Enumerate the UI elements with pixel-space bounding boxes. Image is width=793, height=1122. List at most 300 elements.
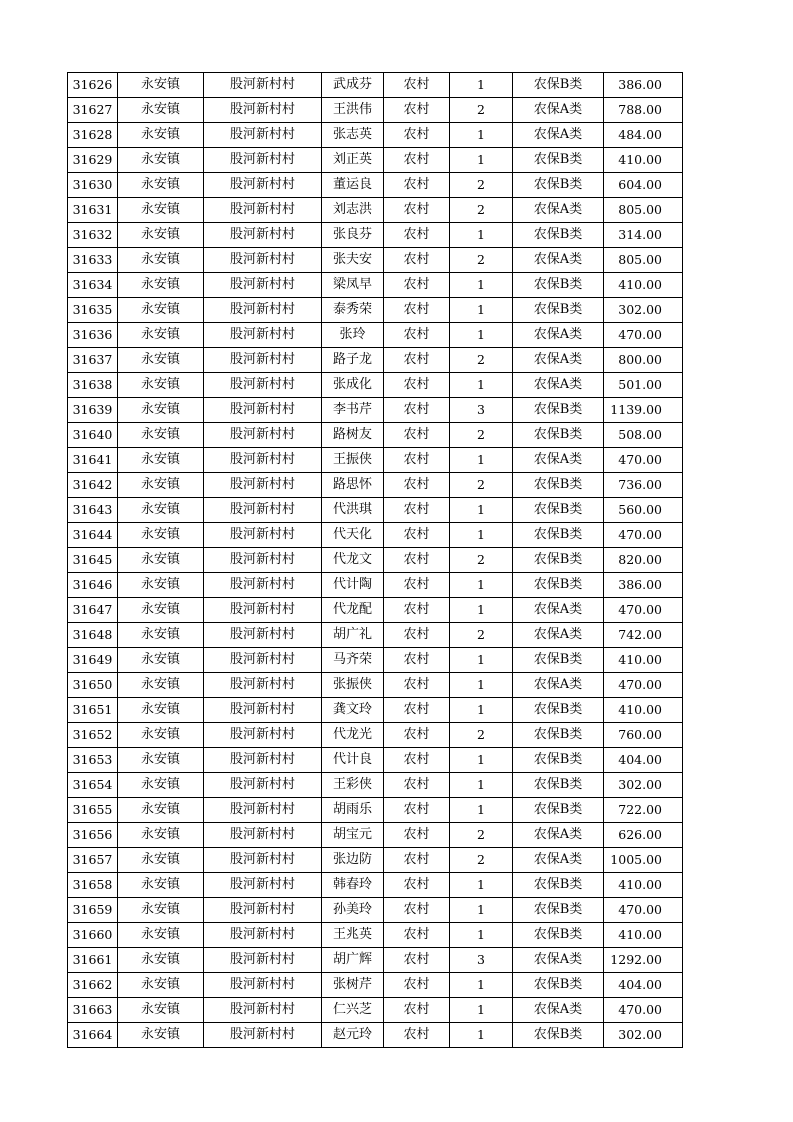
table-row [68, 298, 683, 323]
table-row [68, 198, 683, 223]
cell-category: 农保A类 [513, 623, 604, 648]
cell-area: 农村 [384, 198, 450, 223]
cell-id: 31645 [68, 548, 118, 573]
cell-id: 31662 [68, 973, 118, 998]
cell-amount: 722.00 [604, 798, 683, 823]
cell-town: 永安镇 [118, 948, 204, 973]
cell-village: 股河新村村 [204, 98, 322, 123]
cell-village: 股河新村村 [204, 973, 322, 998]
cell-area: 农村 [384, 498, 450, 523]
cell-amount: 1292.00 [604, 948, 683, 973]
table-row [68, 98, 683, 123]
cell-town: 永安镇 [118, 123, 204, 148]
cell-town: 永安镇 [118, 723, 204, 748]
cell-count: 3 [450, 398, 513, 423]
cell-count: 1 [450, 73, 513, 98]
cell-name: 仁兴芝 [322, 998, 384, 1023]
table-row [68, 923, 683, 948]
cell-town: 永安镇 [118, 273, 204, 298]
cell-area: 农村 [384, 798, 450, 823]
cell-amount: 314.00 [604, 223, 683, 248]
cell-amount: 410.00 [604, 648, 683, 673]
table-row [68, 423, 683, 448]
cell-id: 31636 [68, 323, 118, 348]
cell-name: 路树友 [322, 423, 384, 448]
cell-area: 农村 [384, 998, 450, 1023]
cell-name: 王彩侠 [322, 773, 384, 798]
cell-category: 农保B类 [513, 698, 604, 723]
table-row [68, 548, 683, 573]
cell-category: 农保B类 [513, 148, 604, 173]
cell-count: 1 [450, 223, 513, 248]
cell-name: 张志英 [322, 123, 384, 148]
cell-amount: 470.00 [604, 598, 683, 623]
cell-amount: 788.00 [604, 98, 683, 123]
cell-village: 股河新村村 [204, 398, 322, 423]
cell-area: 农村 [384, 98, 450, 123]
cell-id: 31647 [68, 598, 118, 623]
cell-category: 农保B类 [513, 523, 604, 548]
cell-amount: 410.00 [604, 923, 683, 948]
cell-category: 农保B类 [513, 498, 604, 523]
cell-amount: 820.00 [604, 548, 683, 573]
cell-town: 永安镇 [118, 748, 204, 773]
cell-name: 胡广礼 [322, 623, 384, 648]
cell-amount: 404.00 [604, 748, 683, 773]
cell-area: 农村 [384, 423, 450, 448]
cell-area: 农村 [384, 248, 450, 273]
table-row [68, 123, 683, 148]
cell-area: 农村 [384, 898, 450, 923]
table-row [68, 723, 683, 748]
cell-id: 31661 [68, 948, 118, 973]
cell-count: 1 [450, 648, 513, 673]
cell-count: 1 [450, 898, 513, 923]
cell-town: 永安镇 [118, 998, 204, 1023]
cell-area: 农村 [384, 398, 450, 423]
cell-count: 2 [450, 473, 513, 498]
cell-area: 农村 [384, 873, 450, 898]
table-row [68, 473, 683, 498]
cell-count: 2 [450, 623, 513, 648]
cell-category: 农保B类 [513, 723, 604, 748]
cell-area: 农村 [384, 348, 450, 373]
cell-village: 股河新村村 [204, 498, 322, 523]
cell-area: 农村 [384, 923, 450, 948]
cell-name: 张边防 [322, 848, 384, 873]
cell-count: 1 [450, 1023, 513, 1048]
cell-amount: 800.00 [604, 348, 683, 373]
cell-village: 股河新村村 [204, 148, 322, 173]
cell-count: 1 [450, 323, 513, 348]
cell-id: 31627 [68, 98, 118, 123]
cell-area: 农村 [384, 973, 450, 998]
cell-count: 1 [450, 698, 513, 723]
cell-name: 代龙光 [322, 723, 384, 748]
table-row [68, 648, 683, 673]
cell-area: 农村 [384, 223, 450, 248]
table-row [68, 398, 683, 423]
cell-area: 农村 [384, 748, 450, 773]
cell-amount: 760.00 [604, 723, 683, 748]
cell-area: 农村 [384, 598, 450, 623]
cell-name: 泰秀荣 [322, 298, 384, 323]
table-row [68, 823, 683, 848]
cell-town: 永安镇 [118, 898, 204, 923]
cell-id: 31659 [68, 898, 118, 923]
cell-count: 2 [450, 248, 513, 273]
table-row [68, 1023, 683, 1048]
cell-amount: 626.00 [604, 823, 683, 848]
cell-name: 代计良 [322, 748, 384, 773]
cell-area: 农村 [384, 948, 450, 973]
table-row [68, 148, 683, 173]
cell-id: 31640 [68, 423, 118, 448]
cell-name: 赵元玲 [322, 1023, 384, 1048]
cell-name: 代龙文 [322, 548, 384, 573]
table-row [68, 348, 683, 373]
cell-name: 武成芬 [322, 73, 384, 98]
cell-village: 股河新村村 [204, 673, 322, 698]
cell-area: 农村 [384, 448, 450, 473]
cell-town: 永安镇 [118, 623, 204, 648]
cell-village: 股河新村村 [204, 173, 322, 198]
cell-town: 永安镇 [118, 423, 204, 448]
cell-amount: 742.00 [604, 623, 683, 648]
cell-amount: 410.00 [604, 273, 683, 298]
cell-town: 永安镇 [118, 698, 204, 723]
cell-village: 股河新村村 [204, 723, 322, 748]
cell-name: 胡宝元 [322, 823, 384, 848]
cell-count: 1 [450, 498, 513, 523]
cell-count: 1 [450, 148, 513, 173]
cell-village: 股河新村村 [204, 998, 322, 1023]
cell-category: 农保B类 [513, 873, 604, 898]
cell-count: 2 [450, 198, 513, 223]
cell-name: 代计陶 [322, 573, 384, 598]
cell-town: 永安镇 [118, 248, 204, 273]
cell-category: 农保A类 [513, 123, 604, 148]
cell-village: 股河新村村 [204, 773, 322, 798]
cell-amount: 501.00 [604, 373, 683, 398]
cell-name: 代洪琪 [322, 498, 384, 523]
cell-category: 农保A类 [513, 248, 604, 273]
cell-name: 刘正英 [322, 148, 384, 173]
cell-village: 股河新村村 [204, 798, 322, 823]
cell-category: 农保A类 [513, 323, 604, 348]
cell-amount: 470.00 [604, 998, 683, 1023]
cell-amount: 410.00 [604, 148, 683, 173]
cell-area: 农村 [384, 298, 450, 323]
cell-amount: 404.00 [604, 973, 683, 998]
cell-area: 农村 [384, 723, 450, 748]
cell-category: 农保B类 [513, 173, 604, 198]
cell-id: 31629 [68, 148, 118, 173]
cell-id: 31646 [68, 573, 118, 598]
table-row [68, 948, 683, 973]
cell-category: 农保A类 [513, 373, 604, 398]
cell-amount: 470.00 [604, 523, 683, 548]
cell-name: 张夫安 [322, 248, 384, 273]
cell-town: 永安镇 [118, 473, 204, 498]
cell-village: 股河新村村 [204, 473, 322, 498]
cell-name: 代龙配 [322, 598, 384, 623]
cell-town: 永安镇 [118, 973, 204, 998]
cell-count: 1 [450, 373, 513, 398]
cell-town: 永安镇 [118, 523, 204, 548]
cell-category: 农保B类 [513, 273, 604, 298]
cell-name: 路思怀 [322, 473, 384, 498]
table-row [68, 973, 683, 998]
cell-name: 张玲 [322, 323, 384, 348]
cell-area: 农村 [384, 148, 450, 173]
cell-category: 农保B类 [513, 573, 604, 598]
cell-category: 农保B类 [513, 223, 604, 248]
cell-count: 1 [450, 923, 513, 948]
cell-category: 农保B类 [513, 473, 604, 498]
cell-count: 1 [450, 998, 513, 1023]
cell-town: 永安镇 [118, 298, 204, 323]
cell-count: 3 [450, 948, 513, 973]
cell-village: 股河新村村 [204, 523, 322, 548]
cell-name: 张振侠 [322, 673, 384, 698]
cell-village: 股河新村村 [204, 423, 322, 448]
cell-name: 李书芹 [322, 398, 384, 423]
cell-category: 农保B类 [513, 923, 604, 948]
cell-count: 1 [450, 673, 513, 698]
cell-village: 股河新村村 [204, 73, 322, 98]
cell-category: 农保B类 [513, 773, 604, 798]
cell-amount: 386.00 [604, 73, 683, 98]
cell-id: 31660 [68, 923, 118, 948]
cell-count: 1 [450, 748, 513, 773]
table-row [68, 73, 683, 98]
cell-id: 31649 [68, 648, 118, 673]
cell-name: 张成化 [322, 373, 384, 398]
cell-village: 股河新村村 [204, 848, 322, 873]
cell-category: 农保A类 [513, 948, 604, 973]
cell-village: 股河新村村 [204, 823, 322, 848]
cell-area: 农村 [384, 648, 450, 673]
cell-amount: 805.00 [604, 248, 683, 273]
cell-area: 农村 [384, 823, 450, 848]
table-row [68, 873, 683, 898]
cell-village: 股河新村村 [204, 348, 322, 373]
cell-village: 股河新村村 [204, 873, 322, 898]
cell-village: 股河新村村 [204, 123, 322, 148]
cell-amount: 410.00 [604, 698, 683, 723]
cell-area: 农村 [384, 573, 450, 598]
cell-count: 1 [450, 298, 513, 323]
cell-village: 股河新村村 [204, 373, 322, 398]
cell-name: 孙美玲 [322, 898, 384, 923]
cell-village: 股河新村村 [204, 448, 322, 473]
table-row [68, 248, 683, 273]
cell-category: 农保B类 [513, 423, 604, 448]
cell-area: 农村 [384, 373, 450, 398]
cell-name: 马齐荣 [322, 648, 384, 673]
cell-amount: 1005.00 [604, 848, 683, 873]
cell-count: 2 [450, 98, 513, 123]
cell-category: 农保A类 [513, 198, 604, 223]
cell-village: 股河新村村 [204, 323, 322, 348]
cell-area: 农村 [384, 623, 450, 648]
cell-count: 2 [450, 823, 513, 848]
cell-village: 股河新村村 [204, 573, 322, 598]
table-row [68, 498, 683, 523]
table-row [68, 698, 683, 723]
cell-count: 2 [450, 848, 513, 873]
cell-village: 股河新村村 [204, 548, 322, 573]
beneficiary-table [67, 72, 683, 1048]
cell-area: 农村 [384, 323, 450, 348]
cell-category: 农保A类 [513, 673, 604, 698]
cell-category: 农保A类 [513, 998, 604, 1023]
cell-id: 31639 [68, 398, 118, 423]
table-body [68, 73, 683, 1048]
cell-count: 2 [450, 548, 513, 573]
cell-name: 梁凤早 [322, 273, 384, 298]
cell-village: 股河新村村 [204, 1023, 322, 1048]
table-row [68, 798, 683, 823]
cell-area: 农村 [384, 673, 450, 698]
cell-area: 农村 [384, 123, 450, 148]
cell-name: 王振侠 [322, 448, 384, 473]
cell-id: 31630 [68, 173, 118, 198]
cell-id: 31637 [68, 348, 118, 373]
cell-area: 农村 [384, 473, 450, 498]
cell-count: 1 [450, 448, 513, 473]
cell-town: 永安镇 [118, 198, 204, 223]
cell-id: 31626 [68, 73, 118, 98]
cell-id: 31632 [68, 223, 118, 248]
table-row [68, 523, 683, 548]
cell-village: 股河新村村 [204, 648, 322, 673]
cell-id: 31644 [68, 523, 118, 548]
cell-town: 永安镇 [118, 173, 204, 198]
cell-area: 农村 [384, 173, 450, 198]
table-row [68, 623, 683, 648]
cell-name: 胡广辉 [322, 948, 384, 973]
cell-id: 31648 [68, 623, 118, 648]
cell-amount: 302.00 [604, 1023, 683, 1048]
cell-village: 股河新村村 [204, 598, 322, 623]
table-row [68, 748, 683, 773]
table-row [68, 673, 683, 698]
cell-amount: 484.00 [604, 123, 683, 148]
cell-id: 31641 [68, 448, 118, 473]
cell-amount: 736.00 [604, 473, 683, 498]
cell-amount: 560.00 [604, 498, 683, 523]
cell-village: 股河新村村 [204, 273, 322, 298]
cell-category: 农保B类 [513, 648, 604, 673]
cell-category: 农保B类 [513, 748, 604, 773]
cell-area: 农村 [384, 273, 450, 298]
cell-count: 2 [450, 723, 513, 748]
table-row [68, 998, 683, 1023]
cell-village: 股河新村村 [204, 698, 322, 723]
table-row [68, 323, 683, 348]
cell-name: 龚文玲 [322, 698, 384, 723]
cell-category: 农保B类 [513, 798, 604, 823]
cell-count: 1 [450, 523, 513, 548]
cell-count: 2 [450, 423, 513, 448]
cell-area: 农村 [384, 1023, 450, 1048]
cell-town: 永安镇 [118, 823, 204, 848]
cell-amount: 302.00 [604, 298, 683, 323]
cell-town: 永安镇 [118, 773, 204, 798]
cell-town: 永安镇 [118, 98, 204, 123]
cell-count: 2 [450, 173, 513, 198]
cell-town: 永安镇 [118, 373, 204, 398]
cell-category: 农保B类 [513, 398, 604, 423]
table-row [68, 373, 683, 398]
cell-category: 农保B类 [513, 298, 604, 323]
cell-id: 31654 [68, 773, 118, 798]
cell-id: 31631 [68, 198, 118, 223]
cell-amount: 410.00 [604, 873, 683, 898]
cell-amount: 302.00 [604, 773, 683, 798]
cell-id: 31643 [68, 498, 118, 523]
cell-village: 股河新村村 [204, 748, 322, 773]
cell-count: 1 [450, 973, 513, 998]
cell-town: 永安镇 [118, 573, 204, 598]
cell-id: 31651 [68, 698, 118, 723]
cell-id: 31638 [68, 373, 118, 398]
cell-town: 永安镇 [118, 448, 204, 473]
table-row [68, 848, 683, 873]
cell-name: 韩春玲 [322, 873, 384, 898]
table-row [68, 573, 683, 598]
cell-count: 1 [450, 123, 513, 148]
cell-area: 农村 [384, 523, 450, 548]
cell-name: 路子龙 [322, 348, 384, 373]
cell-name: 胡雨乐 [322, 798, 384, 823]
table-row [68, 448, 683, 473]
cell-town: 永安镇 [118, 848, 204, 873]
cell-category: 农保A类 [513, 848, 604, 873]
table-row [68, 273, 683, 298]
cell-category: 农保B类 [513, 898, 604, 923]
cell-id: 31633 [68, 248, 118, 273]
cell-name: 董运良 [322, 173, 384, 198]
cell-town: 永安镇 [118, 148, 204, 173]
cell-id: 31655 [68, 798, 118, 823]
cell-count: 1 [450, 573, 513, 598]
cell-category: 农保A类 [513, 448, 604, 473]
cell-count: 2 [450, 348, 513, 373]
cell-amount: 470.00 [604, 673, 683, 698]
cell-id: 31642 [68, 473, 118, 498]
cell-amount: 508.00 [604, 423, 683, 448]
cell-category: 农保A类 [513, 598, 604, 623]
cell-amount: 386.00 [604, 573, 683, 598]
table-row [68, 598, 683, 623]
cell-area: 农村 [384, 848, 450, 873]
cell-town: 永安镇 [118, 348, 204, 373]
cell-id: 31658 [68, 873, 118, 898]
cell-name: 王洪伟 [322, 98, 384, 123]
cell-town: 永安镇 [118, 1023, 204, 1048]
cell-name: 代天化 [322, 523, 384, 548]
cell-amount: 604.00 [604, 173, 683, 198]
cell-id: 31628 [68, 123, 118, 148]
cell-count: 1 [450, 773, 513, 798]
cell-area: 农村 [384, 773, 450, 798]
cell-village: 股河新村村 [204, 298, 322, 323]
cell-name: 王兆英 [322, 923, 384, 948]
cell-town: 永安镇 [118, 223, 204, 248]
